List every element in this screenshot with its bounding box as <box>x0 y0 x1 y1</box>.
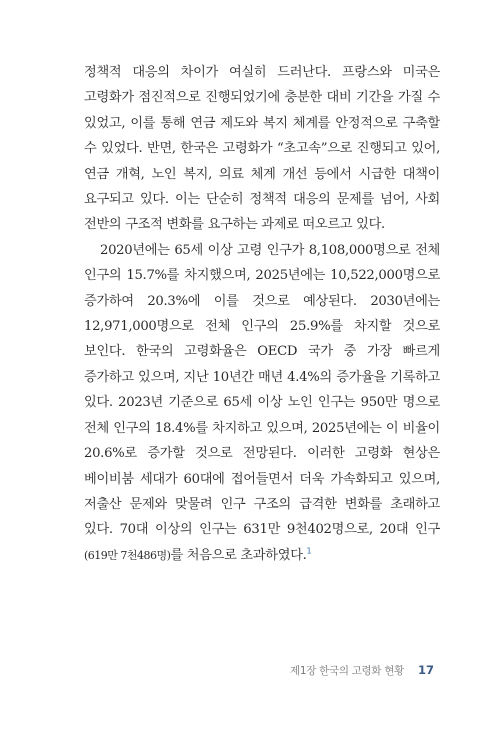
paragraph-2 <box>84 238 440 568</box>
footnote-marker[interactable]: 1 <box>306 546 312 556</box>
paragraph-2-parenthetical: (619만 7천486명) <box>84 548 171 562</box>
paragraph-2-text: 2020년에는 65세 이상 고령 인구가 8,108,000명으로 전체 인구의 15.7%를 차지했으며, 2025년에는 10,522,000명으로 증가하여 20.3%에 이를 것으로 예상된다. 2030년에는 12,971,000명으로 전체 인구의 25.9%를 차지할 것으로 보인다. 한국의 고령화율은 OECD 국가 중 가장 빠르게 증가하고 있으며, 지난 10년간 매년 4.4%의 증가율을 기록하고 있다. 2023년 기준으로 65세 이상 노인 인구는 950만 명으로 전체 인구의 18.4%를 차지하고 있으며, 2025년에는 이 비율이 20.6%로 증가할 것으로 전망된다. 이러한 고령화 현상은 베이비붐 세대가 60대에 접어들면서 더욱 가속화되고 있으며, 저출산 문제와 맞물려 인구 구조의 급격한 변화를 초래하고 있다. 70대 이상의 인구는 631만 9천402명으로, 20대 인구 <box>84 242 440 538</box>
paragraph-2-ending: 를 처음으로 초과하였다. <box>170 547 307 563</box>
page-number: 17 <box>417 663 434 677</box>
body-text <box>84 60 440 568</box>
page-footer <box>290 663 434 678</box>
running-footer-chapter: 제1장 한국의 고령화 현황 <box>290 665 404 677</box>
paragraph-1: 정책적 대응의 차이가 여실히 드러난다. 프랑스와 미국은 고령화가 점진적으로 진행되었기에 충분한 대비 기간을 가질 수 있었고, 이를 통해 연금 제도와 복지 체계를 안정적으로 구축할 수 있었다. 반면, 한국은 고령화가 “초고속”으로 진행되고 있어, 연금 개혁, 노인 복지, 의료 체계 개선 등에서 시급한 대책이 요구되고 있다. 이는 단순히 정책적 대응의 문제를 넘어, 사회 전반의 구조적 변화를 요구하는 과제로 떠오르고 있다. <box>84 65 440 233</box>
